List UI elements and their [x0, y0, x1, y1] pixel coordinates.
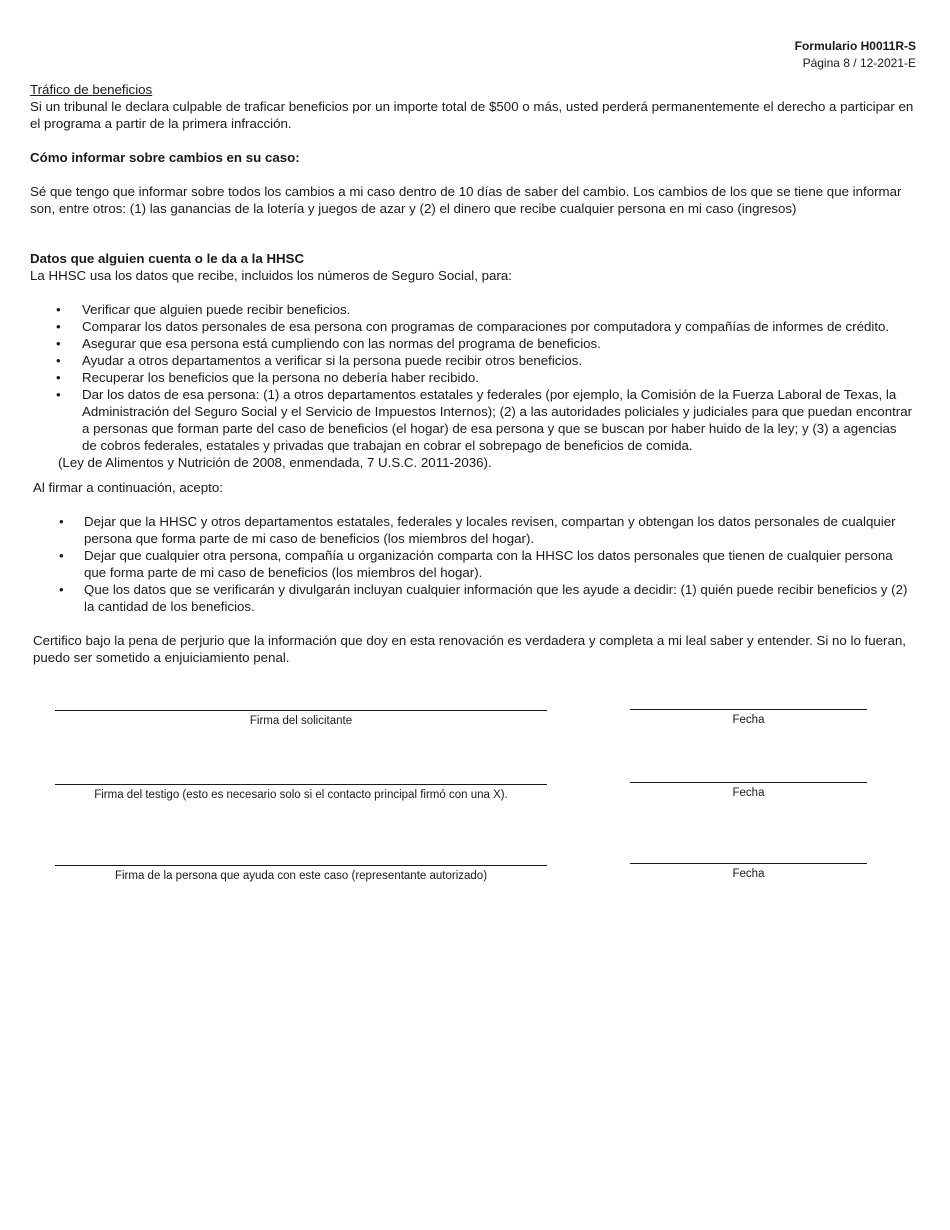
applicant-date-line[interactable]	[630, 709, 867, 727]
list-item: • Asegurar que esa persona está cumpliendo con las normas del programa de beneficios.	[30, 335, 915, 352]
list-item: • Dejar que cualquier otra persona, compañía u organización comparta con la HHSC los datos personales que tienen de cualquier persona que forma parte de mi caso de beneficios (los miembros del hogar).	[30, 547, 915, 581]
changes-heading: Cómo informar sobre cambios en su caso:	[30, 150, 300, 165]
trafficking-text: Si un tribunal le declara culpable de traficar beneficios por un importe total de $500 o más, usted perderá permanentemente el derecho a participar en el programa a partir de la primera infracción.	[30, 99, 914, 131]
data-use-intro: La HHSC usa los datos que recibe, incluidos los números de Seguro Social, para:	[30, 268, 512, 283]
date-label: Fecha	[732, 714, 765, 726]
list-item: • Recuperar los beneficios que la persona no debería haber recibido.	[30, 369, 915, 386]
applicant-signature-label: Firma del solicitante	[249, 715, 353, 727]
data-use-list	[30, 301, 915, 454]
law-note: (Ley de Alimentos y Nutrición de 2008, enmendada, 7 U.S.C. 2011-2036).	[58, 455, 492, 470]
witness-date-line[interactable]	[630, 782, 867, 800]
representative-signature-label: Firma de la persona que ayuda con este caso (representante autorizado)	[114, 870, 488, 882]
trafficking-heading: Tráfico de beneficios	[30, 82, 153, 97]
page-info: Página 8 / 12-2021-E	[802, 56, 916, 70]
changes-text: Sé que tengo que informar sobre todos los cambios a mi caso dentro de 10 días de saber del cambio. Los cambios de los que se tiene que informar son, entre otros: (1) las ganancias de la lotería y juegos de azar y (2) el dinero que recibe cualquier persona en mi caso (ingresos)	[30, 184, 902, 216]
list-item: • Que los datos que se verificarán y divulgarán incluyan cualquier información que les ayude a decidir: (1) quién puede recibir beneficios y (2) la cantidad de los beneficios.	[30, 581, 915, 615]
list-item: • Ayudar a otros departamentos a verificar si la persona puede recibir otros beneficios.	[30, 352, 915, 369]
date-label: Fecha	[732, 787, 765, 799]
list-item: • Dar los datos de esa persona: (1) a otros departamentos estatales y federales (por ejemplo, la Comisión de la Fuerza Laboral de Texas, la Administración del Seguro Social y el Servicio de Impuestos Internos); (2) a las autoridades policiales y judiciales para que puedan encontrar a personas que forman parte del caso de beneficios (el hogar) de esa persona y que se buscan por haber huido de la ley; y (3) a agencias de cobros federales, estatales y privadas que trabajan en cobrar el sobrepago de beneficios de comida.	[30, 386, 915, 454]
list-item: • Verificar que alguien puede recibir beneficios.	[30, 301, 915, 318]
representative-signature-line[interactable]	[55, 865, 547, 883]
agreement-intro: Al firmar a continuación, acepto:	[33, 480, 223, 495]
date-label: Fecha	[732, 868, 765, 880]
list-item: • Comparar los datos personales de esa persona con programas de comparaciones por computadora y compañías de informes de crédito.	[30, 318, 915, 335]
list-item: • Dejar que la HHSC y otros departamentos estatales, federales y locales revisen, compartan y obtengan los datos personales de cualquier persona que forma parte de mi caso de beneficios (los miembros del hogar).	[30, 513, 915, 547]
applicant-signature-line[interactable]	[55, 710, 547, 728]
certification-text: Certifico bajo la pena de perjurio que la información que doy en esta renovación es verdadera y completa a mi leal saber y entender. Si no lo fueran, puedo ser sometido a enjuiciamiento penal.	[33, 633, 906, 665]
data-use-heading: Datos que alguien cuenta o le da a la HHSC	[30, 251, 305, 266]
witness-signature-line[interactable]	[55, 784, 547, 802]
agreement-list	[30, 513, 915, 615]
document-body	[30, 81, 915, 666]
form-id: Formulario H0011R-S	[794, 39, 916, 53]
page-header	[795, 38, 916, 72]
witness-signature-label: Firma del testigo (esto es necesario solo si el contacto principal firmó con una X).	[94, 789, 508, 801]
representative-date-line[interactable]	[630, 863, 867, 881]
